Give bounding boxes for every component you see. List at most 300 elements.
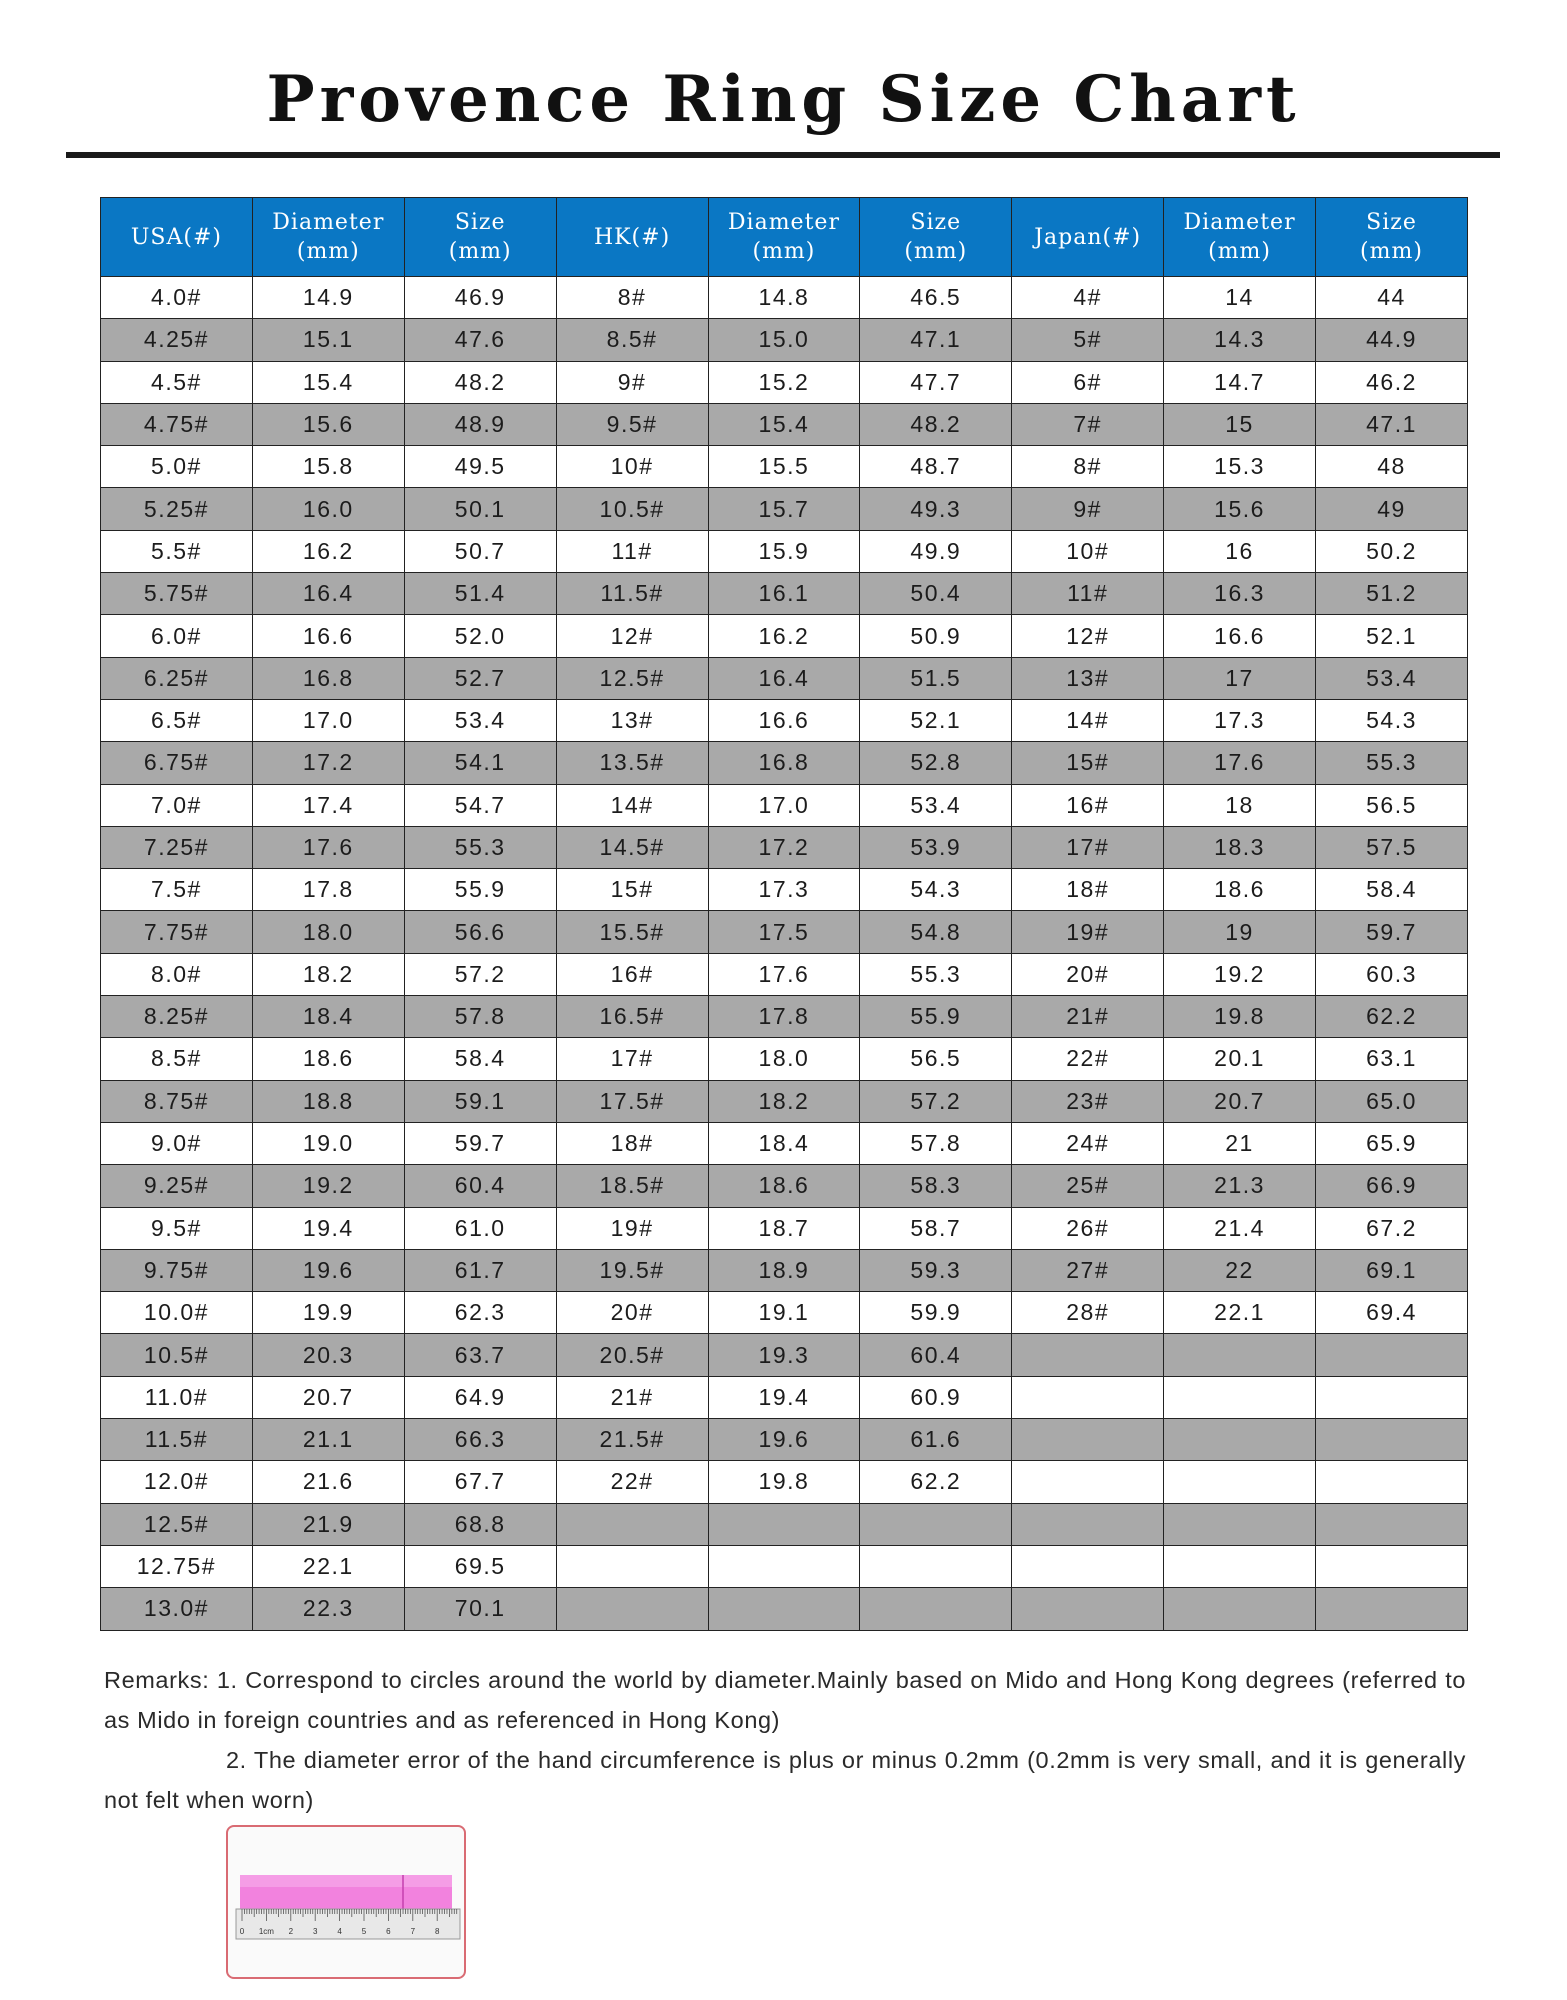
table-cell: 57.5 [1316, 826, 1468, 868]
table-cell: 68.8 [404, 1503, 556, 1545]
table-cell [556, 1588, 708, 1630]
table-cell: 58.4 [1316, 869, 1468, 911]
table-cell: 51.4 [404, 573, 556, 615]
column-header [1316, 198, 1468, 277]
table-cell: 53.4 [1316, 657, 1468, 699]
table-cell: 44.9 [1316, 319, 1468, 361]
table-cell: 19.3 [708, 1334, 860, 1376]
table-cell: 50.7 [404, 530, 556, 572]
table-cell: 21# [1012, 996, 1164, 1038]
table-cell: 60.4 [860, 1334, 1012, 1376]
table-cell: 7# [1012, 403, 1164, 445]
column-header-text: Size [454, 210, 506, 235]
table-cell: 16.4 [252, 573, 404, 615]
table-cell: 16.8 [708, 742, 860, 784]
table-cell: 12# [1012, 615, 1164, 657]
table-cell [1316, 1503, 1468, 1545]
table-cell: 63.7 [404, 1334, 556, 1376]
table-cell: 11.5# [556, 573, 708, 615]
table-cell: 26# [1012, 1207, 1164, 1249]
table-header-row [101, 198, 1468, 277]
table-row [101, 742, 1468, 784]
table-cell: 14.9 [252, 277, 404, 319]
table-cell: 14 [1164, 277, 1316, 319]
column-header [860, 198, 1012, 277]
table-cell [860, 1503, 1012, 1545]
table-cell: 10# [556, 446, 708, 488]
table-row [101, 1419, 1468, 1461]
table-cell: 4.5# [101, 361, 253, 403]
table-cell [1012, 1461, 1164, 1503]
table-cell: 8.25# [101, 996, 253, 1038]
column-header-text: (mm) [1208, 239, 1271, 264]
table-cell: 19 [1164, 911, 1316, 953]
table-cell: 55.3 [860, 953, 1012, 995]
table-cell: 61.0 [404, 1207, 556, 1249]
table-cell: 21.3 [1164, 1165, 1316, 1207]
table-cell: 47.7 [860, 361, 1012, 403]
page-title: Provence Ring Size Chart [266, 62, 1301, 137]
table-cell: 19.8 [708, 1461, 860, 1503]
table-cell: 11.0# [101, 1376, 253, 1418]
table-cell: 17.8 [252, 869, 404, 911]
table-row [101, 361, 1468, 403]
table-cell: 18.6 [708, 1165, 860, 1207]
table-row [101, 1122, 1468, 1164]
table-cell: 47.1 [1316, 403, 1468, 445]
table-cell: 19# [1012, 911, 1164, 953]
table-cell: 60.4 [404, 1165, 556, 1207]
table-cell: 18.6 [1164, 869, 1316, 911]
table-cell: 49 [1316, 488, 1468, 530]
table-cell: 44 [1316, 277, 1468, 319]
column-header-text: (mm) [752, 239, 816, 264]
table-cell: 50.4 [860, 573, 1012, 615]
column-header-text: (mm) [448, 239, 512, 264]
table-cell: 28# [1012, 1292, 1164, 1334]
table-cell: 18.0 [252, 911, 404, 953]
ruler-label: 8 [434, 1927, 440, 1936]
table-cell [1012, 1503, 1164, 1545]
table-cell: 4.25# [101, 319, 253, 361]
ruler-label: 6 [386, 1927, 391, 1936]
table-cell: 47.1 [860, 319, 1012, 361]
column-header [252, 198, 404, 277]
ruler-label: 5 [361, 1927, 367, 1936]
table-cell [1316, 1545, 1468, 1587]
table-cell: 16.6 [1164, 615, 1316, 657]
table-cell: 52.7 [404, 657, 556, 699]
table-cell: 17.0 [708, 784, 860, 826]
table-cell: 16# [1012, 784, 1164, 826]
table-row [101, 530, 1468, 572]
table-cell: 14.7 [1164, 361, 1316, 403]
table-row [101, 1165, 1468, 1207]
table-cell: 62.2 [860, 1461, 1012, 1503]
table-cell: 49.9 [860, 530, 1012, 572]
table-row [101, 488, 1468, 530]
table-cell [708, 1588, 860, 1630]
table-cell: 21# [556, 1376, 708, 1418]
table-row [101, 1038, 1468, 1080]
table-cell: 48 [1316, 446, 1468, 488]
table-cell: 15.2 [708, 361, 860, 403]
table-cell: 50.1 [404, 488, 556, 530]
table-cell: 7.75# [101, 911, 253, 953]
table-cell: 17.2 [708, 826, 860, 868]
table-cell [1164, 1503, 1316, 1545]
column-header-text: Diameter [272, 210, 385, 235]
table-cell: 52.0 [404, 615, 556, 657]
column-header [101, 198, 253, 277]
table-cell: 7.0# [101, 784, 253, 826]
column-header [708, 198, 860, 277]
table-cell: 19.9 [252, 1292, 404, 1334]
table-cell: 65.9 [1316, 1122, 1468, 1164]
table-cell: 11# [556, 530, 708, 572]
table-cell: 22# [1012, 1038, 1164, 1080]
table-cell: 15.4 [252, 361, 404, 403]
table-cell: 17# [556, 1038, 708, 1080]
remark-1: Remarks: 1. Correspond to circles around the world by diameter.Mainly based on Mido and Hong Kong degrees (referred to as Mido in foreign countries and as referenced in Hong Kong) [104, 1667, 1466, 1733]
table-cell [708, 1545, 860, 1587]
table-cell: 51.2 [1316, 573, 1468, 615]
table-cell: 52.1 [1316, 615, 1468, 657]
table-cell: 19.5# [556, 1249, 708, 1291]
ruler-label: 1cm [258, 1927, 274, 1936]
table-cell: 58.7 [860, 1207, 1012, 1249]
table-cell: 15# [556, 869, 708, 911]
table-cell: 46.9 [404, 277, 556, 319]
table-cell: 9.5# [101, 1207, 253, 1249]
table-cell: 4.0# [101, 277, 253, 319]
table-cell [1316, 1461, 1468, 1503]
table-cell: 61.7 [404, 1249, 556, 1291]
table-cell: 18.4 [252, 996, 404, 1038]
table-cell: 69.1 [1316, 1249, 1468, 1291]
table-cell: 16 [1164, 530, 1316, 572]
table-cell: 6.0# [101, 615, 253, 657]
column-header-text: Diameter [727, 210, 840, 235]
table-cell: 60.9 [860, 1376, 1012, 1418]
table-cell: 19.6 [252, 1249, 404, 1291]
table-cell: 20.7 [252, 1376, 404, 1418]
table-cell: 54.7 [404, 784, 556, 826]
table-cell: 9# [1012, 488, 1164, 530]
table-cell: 19.1 [708, 1292, 860, 1334]
table-cell: 57.8 [404, 996, 556, 1038]
table-cell: 59.9 [860, 1292, 1012, 1334]
table-cell: 54.3 [860, 869, 1012, 911]
table-cell: 20.5# [556, 1334, 708, 1376]
column-header-text: Size [1366, 210, 1417, 235]
table-cell: 27# [1012, 1249, 1164, 1291]
table-cell: 16.2 [252, 530, 404, 572]
column-header [404, 198, 556, 277]
table-cell: 12.5# [556, 657, 708, 699]
table-cell: 17.6 [708, 953, 860, 995]
column-header-text: (mm) [904, 239, 968, 264]
table-row [101, 1334, 1468, 1376]
table-row [101, 996, 1468, 1038]
table-cell: 15.5 [708, 446, 860, 488]
table-row [101, 1249, 1468, 1291]
table-cell: 5.0# [101, 446, 253, 488]
table-cell: 14.8 [708, 277, 860, 319]
table-cell: 17.3 [708, 869, 860, 911]
table-cell: 54.8 [860, 911, 1012, 953]
table-cell: 7.5# [101, 869, 253, 911]
table-cell: 49.3 [860, 488, 1012, 530]
table-cell: 8# [1012, 446, 1164, 488]
table-row [101, 403, 1468, 445]
table-row [101, 953, 1468, 995]
table-cell: 62.2 [1316, 996, 1468, 1038]
table-cell: 21.9 [252, 1503, 404, 1545]
table-cell: 17.2 [252, 742, 404, 784]
table-cell: 22.3 [252, 1588, 404, 1630]
table-cell: 6.5# [101, 699, 253, 741]
table-cell [1012, 1334, 1164, 1376]
ruler-label: 0 [239, 1927, 245, 1936]
table-cell: 17.8 [708, 996, 860, 1038]
table-cell: 17# [1012, 826, 1164, 868]
table-cell: 22 [1164, 1249, 1316, 1291]
table-cell: 54.1 [404, 742, 556, 784]
column-header [1164, 198, 1316, 277]
table-cell: 67.2 [1316, 1207, 1468, 1249]
table-cell: 7.25# [101, 826, 253, 868]
table-cell [1164, 1461, 1316, 1503]
column-header-text: (mm) [296, 239, 360, 264]
table-cell: 17.5# [556, 1080, 708, 1122]
table-cell: 16# [556, 953, 708, 995]
table-row [101, 869, 1468, 911]
table-cell: 10.5# [101, 1334, 253, 1376]
ruler-label: 7 [410, 1927, 416, 1936]
table-cell: 15.5# [556, 911, 708, 953]
table-cell: 52.8 [860, 742, 1012, 784]
table-cell: 20.1 [1164, 1038, 1316, 1080]
table-cell: 46.5 [860, 277, 1012, 319]
table-row [101, 911, 1468, 953]
table-cell: 9.75# [101, 1249, 253, 1291]
table-row [101, 1207, 1468, 1249]
table-cell: 8.5# [101, 1038, 253, 1080]
ruler-label: 4 [337, 1927, 342, 1936]
remarks [104, 1660, 1466, 1820]
table-row [101, 1292, 1468, 1334]
table-row [101, 277, 1468, 319]
table-cell: 48.7 [860, 446, 1012, 488]
table-cell: 12.5# [101, 1503, 253, 1545]
table-cell: 18.4 [708, 1122, 860, 1164]
table-cell: 20.3 [252, 1334, 404, 1376]
table-cell: 58.3 [860, 1165, 1012, 1207]
column-header-text: Diameter [1183, 210, 1296, 235]
table-cell: 19.2 [1164, 953, 1316, 995]
table-cell: 15.6 [252, 403, 404, 445]
column-header-text: HK(#) [593, 224, 671, 250]
table-cell: 56.5 [1316, 784, 1468, 826]
table-cell: 18# [556, 1122, 708, 1164]
table-cell: 24# [1012, 1122, 1164, 1164]
table-cell: 8.5# [556, 319, 708, 361]
table-cell: 15.4 [708, 403, 860, 445]
table-row [101, 615, 1468, 657]
table-cell [1164, 1588, 1316, 1630]
table-cell: 19# [556, 1207, 708, 1249]
table-cell: 49.5 [404, 446, 556, 488]
table-cell [860, 1545, 1012, 1587]
ring-size-table [100, 197, 1468, 1631]
table-cell: 17 [1164, 657, 1316, 699]
table-cell: 17.4 [252, 784, 404, 826]
ruler-label: 2 [288, 1927, 294, 1936]
table-cell: 8.0# [101, 953, 253, 995]
ruler-illustration-icon [226, 1825, 466, 1979]
table-cell: 17.0 [252, 699, 404, 741]
table-cell: 17.6 [252, 826, 404, 868]
table-cell: 16.6 [252, 615, 404, 657]
table-cell: 55.9 [860, 996, 1012, 1038]
table-cell [556, 1545, 708, 1587]
table-cell: 16.1 [708, 573, 860, 615]
table-cell: 14.3 [1164, 319, 1316, 361]
table-cell: 50.2 [1316, 530, 1468, 572]
table-cell: 22.1 [252, 1545, 404, 1587]
table-cell: 14.5# [556, 826, 708, 868]
table-cell: 51.5 [860, 657, 1012, 699]
table-cell: 21.5# [556, 1419, 708, 1461]
table-cell: 70.1 [404, 1588, 556, 1630]
table-cell: 54.3 [1316, 699, 1468, 741]
ruler-labels [240, 1927, 440, 1936]
table-cell: 12.0# [101, 1461, 253, 1503]
table-cell: 18.9 [708, 1249, 860, 1291]
table-cell: 9.0# [101, 1122, 253, 1164]
table-cell: 47.6 [404, 319, 556, 361]
table-cell [1316, 1588, 1468, 1630]
table-cell: 59.3 [860, 1249, 1012, 1291]
table-cell: 6.75# [101, 742, 253, 784]
table-cell: 69.5 [404, 1545, 556, 1587]
table-cell: 15.3 [1164, 446, 1316, 488]
column-header [556, 198, 708, 277]
table-cell: 6.25# [101, 657, 253, 699]
table-row [101, 1545, 1468, 1587]
table-cell: 67.7 [404, 1461, 556, 1503]
table-cell: 22.1 [1164, 1292, 1316, 1334]
table-row [101, 446, 1468, 488]
column-header-text: Size [910, 210, 962, 235]
table-cell: 58.4 [404, 1038, 556, 1080]
table-cell: 8.75# [101, 1080, 253, 1122]
table-cell [1012, 1588, 1164, 1630]
table-cell: 66.9 [1316, 1165, 1468, 1207]
table-cell: 5.75# [101, 573, 253, 615]
table-cell: 15.1 [252, 319, 404, 361]
table-cell: 20# [556, 1292, 708, 1334]
table-row [101, 573, 1468, 615]
table-cell: 53.9 [860, 826, 1012, 868]
table-cell: 48.9 [404, 403, 556, 445]
table-cell: 13# [1012, 657, 1164, 699]
table-cell [556, 1503, 708, 1545]
table-cell: 10# [1012, 530, 1164, 572]
table-cell: 18.0 [708, 1038, 860, 1080]
table-cell: 13# [556, 699, 708, 741]
table-cell: 4# [1012, 277, 1164, 319]
ruler-icon [228, 1827, 464, 1977]
table-cell: 62.3 [404, 1292, 556, 1334]
table-cell: 15.6 [1164, 488, 1316, 530]
table-cell: 19.2 [252, 1165, 404, 1207]
table-cell: 9.25# [101, 1165, 253, 1207]
table-cell: 15.7 [708, 488, 860, 530]
table-cell: 66.3 [404, 1419, 556, 1461]
table-row [101, 1461, 1468, 1503]
table-cell: 16.6 [708, 699, 860, 741]
table-cell: 21.1 [252, 1419, 404, 1461]
table-cell: 13.5# [556, 742, 708, 784]
table-row [101, 319, 1468, 361]
table-row [101, 1376, 1468, 1418]
table-cell: 18.2 [252, 953, 404, 995]
table-cell: 16.3 [1164, 573, 1316, 615]
table-cell: 59.1 [404, 1080, 556, 1122]
table-cell: 22# [556, 1461, 708, 1503]
table-cell [1012, 1419, 1164, 1461]
table-cell: 48.2 [404, 361, 556, 403]
table-cell: 18 [1164, 784, 1316, 826]
table-cell: 13.0# [101, 1588, 253, 1630]
table-cell: 48.2 [860, 403, 1012, 445]
table-cell [1316, 1419, 1468, 1461]
table-cell: 10.0# [101, 1292, 253, 1334]
column-header-text: USA(#) [130, 224, 222, 250]
table-cell: 16.4 [708, 657, 860, 699]
table-cell: 53.4 [860, 784, 1012, 826]
table-cell: 16.5# [556, 996, 708, 1038]
table-cell: 57.2 [404, 953, 556, 995]
table-cell: 53.4 [404, 699, 556, 741]
table-cell: 63.1 [1316, 1038, 1468, 1080]
table-cell: 17.5 [708, 911, 860, 953]
table-cell: 52.1 [860, 699, 1012, 741]
table-cell [1164, 1419, 1316, 1461]
table-row [101, 784, 1468, 826]
table-cell [1012, 1376, 1164, 1418]
table-cell: 64.9 [404, 1376, 556, 1418]
table-cell: 56.6 [404, 911, 556, 953]
table-cell: 15# [1012, 742, 1164, 784]
title-divider [66, 152, 1500, 158]
table-cell: 19.0 [252, 1122, 404, 1164]
table-row [101, 826, 1468, 868]
table-cell: 18.8 [252, 1080, 404, 1122]
table-cell [1316, 1376, 1468, 1418]
table-cell: 18.7 [708, 1207, 860, 1249]
table-cell: 20# [1012, 953, 1164, 995]
table-cell: 12# [556, 615, 708, 657]
table-cell: 15 [1164, 403, 1316, 445]
ring-sizer-strip-highlight [240, 1875, 452, 1887]
table-cell: 59.7 [1316, 911, 1468, 953]
table-cell: 17.3 [1164, 699, 1316, 741]
table-cell: 18# [1012, 869, 1164, 911]
table-cell: 5.5# [101, 530, 253, 572]
